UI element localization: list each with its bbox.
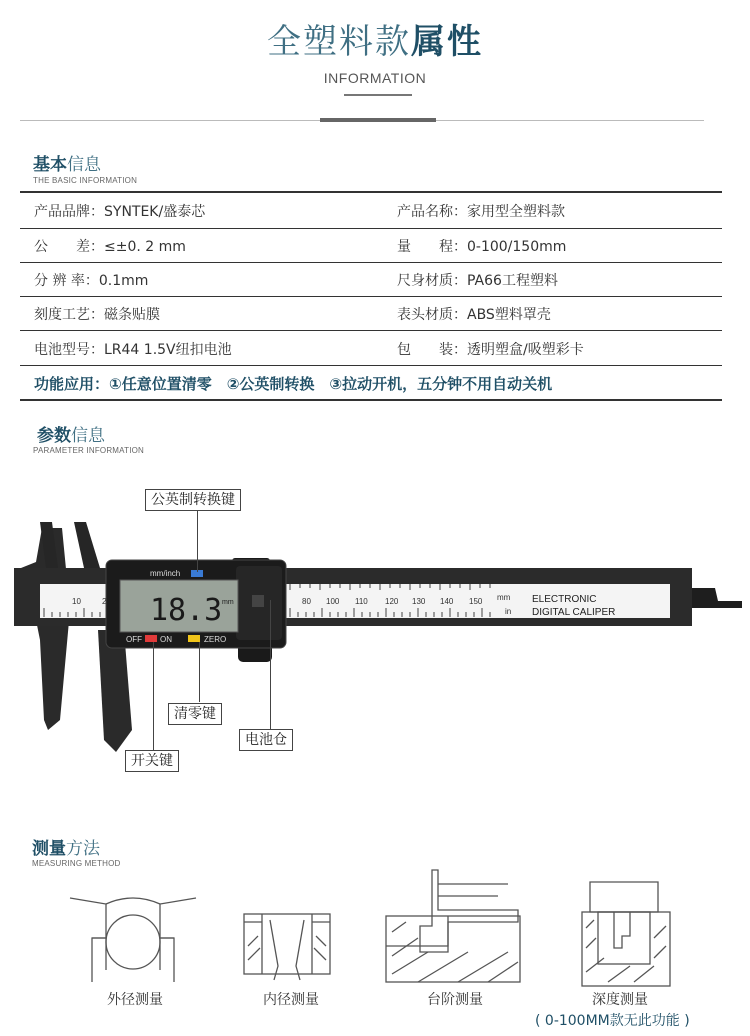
table-rule	[20, 191, 722, 193]
caliper-illustration	[0, 470, 750, 790]
spec-cell-battery: 电池型号：LR44 1.5V纽扣电池	[34, 342, 232, 358]
spec-cell-body-material: 尺身材质：PA66工程塑料	[397, 273, 558, 289]
depth-rod	[692, 588, 742, 608]
brand-line-1: ELECTRONIC	[532, 594, 597, 605]
upper-jaw-right	[74, 522, 100, 568]
depth-note: ( 0-100MM款无此功能 )	[535, 1013, 690, 1029]
spec-cell-tolerance: 公 差：≤±0. 2 mm	[34, 239, 186, 255]
basic-section-title	[33, 150, 101, 175]
callout-line-unit	[197, 508, 198, 572]
zero-label: ZERO	[204, 635, 227, 644]
table-rule	[20, 330, 722, 331]
on-label: ON	[160, 635, 172, 644]
spec-cell-head-material: 表头材质：ABS塑料罩壳	[397, 307, 551, 323]
spec-cell-packaging: 包 装：透明塑盒/吸塑彩卡	[397, 342, 584, 358]
spec-cell-range: 量 程：0-100/150mm	[397, 239, 567, 255]
measure-label-outer: 外径测量	[107, 992, 163, 1008]
power-button[interactable]	[145, 635, 157, 642]
scale-number: 150	[469, 597, 483, 606]
brand-line-2: DIGITAL CALIPER	[532, 607, 616, 618]
measure-section-title	[32, 834, 100, 859]
basic-title-light: 信息	[67, 155, 101, 175]
spec-function: 功能应用：①任意位置清零 ②公英制转换 ③拉动开机，五分钟不用自动关机	[34, 375, 553, 393]
callout-power: 开关键	[125, 750, 179, 772]
scale-number: 2	[102, 597, 107, 606]
page-title	[0, 14, 750, 63]
scale-unit-in: in	[505, 607, 512, 616]
basic-section-subtitle: THE BASIC INFORMATION	[33, 176, 138, 185]
basic-title-bold: 基本	[33, 155, 67, 175]
callout-zero: 清零键	[168, 703, 222, 725]
table-rule	[20, 262, 722, 263]
callout-line-zero	[199, 642, 200, 702]
step-measurement-diagram	[378, 866, 524, 990]
measure-title-bold: 测量	[32, 839, 66, 859]
lcd-value: 18.3	[150, 593, 223, 628]
scale-number: 120	[385, 597, 399, 606]
battery-cover-tab	[252, 595, 264, 607]
measure-label-inner: 内径测量	[263, 992, 319, 1008]
unit-key-label: mm/inch	[150, 569, 181, 578]
fixed-jaw	[16, 528, 70, 730]
outer-diameter-diagram	[66, 890, 200, 990]
spec-cell-scale-process: 刻度工艺：磁条贴膜	[34, 307, 160, 323]
params-section-subtitle: PARAMETER INFORMATION	[33, 446, 145, 455]
inner-diameter-diagram	[240, 906, 334, 990]
callout-line-battery	[270, 600, 271, 730]
params-title-bold: 参数	[37, 426, 71, 446]
callout-unit-switch: 公英制转换键	[145, 489, 241, 511]
spec-cell-product-name: 产品名称：家用型全塑料款	[397, 204, 565, 220]
lcd-unit: mm	[222, 599, 234, 606]
scale-number: 10	[72, 597, 81, 606]
scale-unit-mm: mm	[497, 593, 511, 602]
spec-cell-resolution: 分 辨 率：0.1mm	[34, 273, 149, 289]
table-rule	[20, 399, 722, 401]
measure-label-step: 台阶测量	[427, 992, 483, 1008]
page-subtitle: INFORMATION	[323, 70, 427, 86]
measure-title-light: 方法	[66, 839, 100, 859]
params-section-title	[37, 421, 105, 446]
callout-battery: 电池仓	[239, 729, 293, 751]
scale-number: 140	[440, 597, 454, 606]
table-rule	[20, 296, 722, 297]
header-divider-bar	[320, 118, 436, 122]
page-title-light: 全塑料款	[267, 22, 411, 62]
scale-number: 110	[355, 597, 368, 606]
header-divider-short	[344, 94, 412, 96]
off-label: OFF	[126, 635, 142, 644]
params-title-light: 信息	[71, 426, 105, 446]
depth-measurement-diagram	[578, 878, 674, 990]
table-rule	[20, 228, 722, 229]
callout-line-power	[153, 642, 154, 750]
scale-number: 100	[326, 597, 340, 606]
scale-number: 80	[302, 597, 311, 606]
zero-button[interactable]	[188, 635, 200, 642]
measure-label-depth: 深度测量	[592, 992, 648, 1008]
measure-section-subtitle: MEASURING METHOD	[32, 859, 121, 868]
spec-cell-brand: 产品品牌：SYNTEK/盛泰芯	[34, 204, 206, 220]
scale-number: 130	[412, 597, 426, 606]
table-rule	[20, 365, 722, 366]
page-title-bold: 属性	[411, 22, 483, 62]
